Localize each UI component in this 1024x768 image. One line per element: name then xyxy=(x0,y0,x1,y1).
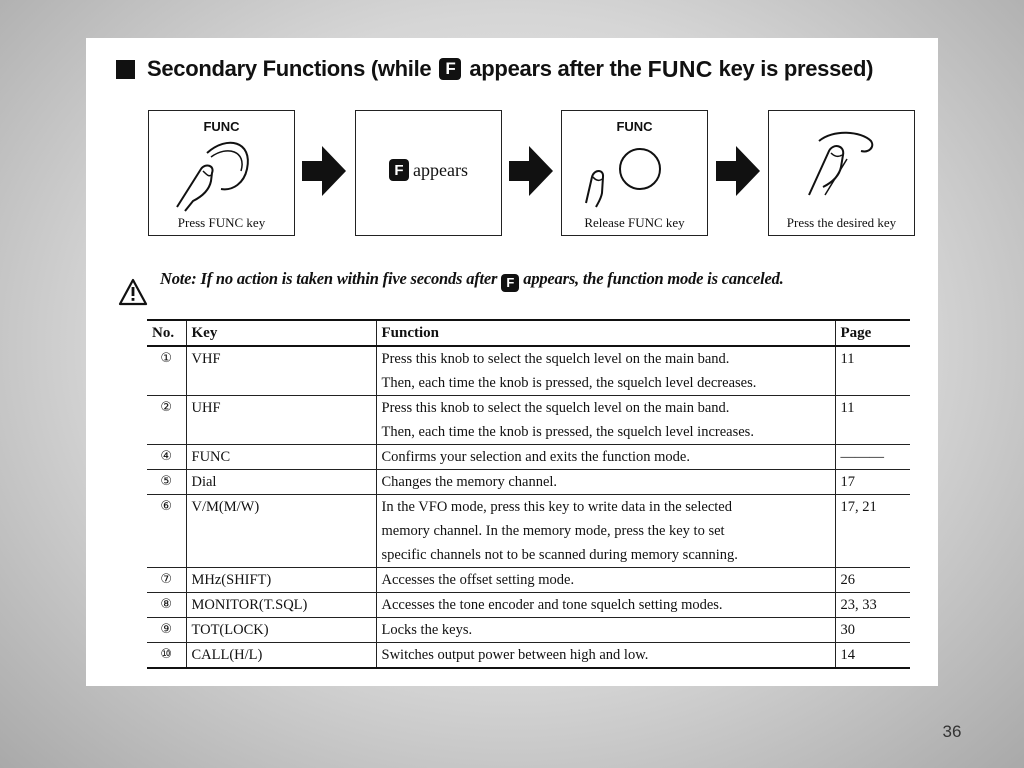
header-page: Page xyxy=(835,320,910,346)
cell-no: ⑩ xyxy=(147,643,186,669)
cell-function xyxy=(376,618,835,643)
cell-no: ⑤ xyxy=(147,470,186,495)
cell-no: ① xyxy=(147,346,186,396)
step-caption: Press the desired key xyxy=(786,215,897,230)
cell-key: V/M(M/W) xyxy=(186,495,376,568)
table-row xyxy=(147,346,910,396)
cell-function xyxy=(376,495,835,568)
header-function: Function xyxy=(376,320,835,346)
cell-key: TOT(LOCK) xyxy=(186,618,376,643)
cell-key: UHF xyxy=(186,396,376,445)
step-press-func xyxy=(148,110,295,236)
f-indicator-icon: F xyxy=(501,274,519,292)
table-row xyxy=(147,618,910,643)
table-row xyxy=(147,593,910,618)
note-text xyxy=(160,269,784,292)
cell-key: Dial xyxy=(186,470,376,495)
bullet-square-icon xyxy=(116,60,135,79)
cell-function xyxy=(376,470,835,495)
cell-page: ——— xyxy=(835,445,910,470)
header-no: No. xyxy=(147,320,186,346)
step-press-desired-key xyxy=(768,110,915,236)
function-line: Then, each time the knob is pressed, the squelch level decreases. xyxy=(381,375,757,391)
step-func-label: FUNC xyxy=(616,119,653,134)
table-row xyxy=(147,470,910,495)
header-key: Key xyxy=(186,320,376,346)
function-line: memory channel. In the memory mode, press the key to set xyxy=(381,523,725,539)
heading-middle: appears after the xyxy=(469,56,642,81)
function-line: Accesses the tone encoder and tone squelch setting modes. xyxy=(381,597,723,613)
function-line: Confirms your selection and exits the function mode. xyxy=(381,449,690,465)
note-suffix: appears, the function mode is canceled. xyxy=(523,269,784,288)
cell-page: 26 xyxy=(835,568,910,593)
table-row xyxy=(147,495,910,568)
function-line: Switches output power between high and low. xyxy=(381,647,649,663)
function-line: Press this knob to select the squelch level on the main band. xyxy=(381,351,730,367)
cell-function xyxy=(376,346,835,396)
table-header-row xyxy=(147,320,910,346)
cell-function xyxy=(376,396,835,445)
step-caption: Press FUNC key xyxy=(177,215,266,230)
cell-function xyxy=(376,445,835,470)
cell-page: 11 xyxy=(835,346,910,396)
step-func-label: FUNC xyxy=(203,119,240,134)
cell-no: ⑨ xyxy=(147,618,186,643)
step-f-appears xyxy=(355,110,502,236)
function-line: Changes the memory channel. xyxy=(381,474,558,490)
cell-function xyxy=(376,593,835,618)
slide-number: 36 xyxy=(942,722,962,741)
functions-table xyxy=(147,319,910,669)
step-appears-text: appears xyxy=(413,159,468,180)
cell-function xyxy=(376,643,835,669)
arrow-right-icon xyxy=(716,146,760,196)
step-caption: Release FUNC key xyxy=(584,215,685,230)
note-prefix: Note: If no action is taken within five seconds after xyxy=(160,269,498,288)
cell-no: ④ xyxy=(147,445,186,470)
cell-page: 14 xyxy=(835,643,910,669)
cell-key: MONITOR(T.SQL) xyxy=(186,593,376,618)
section-heading xyxy=(116,52,873,86)
function-line: Accesses the offset setting mode. xyxy=(381,572,575,588)
cell-no: ⑧ xyxy=(147,593,186,618)
cell-page: 17, 21 xyxy=(835,495,910,568)
table-row xyxy=(147,568,910,593)
cell-key: MHz(SHIFT) xyxy=(186,568,376,593)
table-row xyxy=(147,445,910,470)
f-indicator-icon: F xyxy=(439,58,461,80)
step-release-func xyxy=(561,110,708,236)
function-line: In the VFO mode, press this key to write data in the selected xyxy=(381,499,732,515)
cell-key: CALL(H/L) xyxy=(186,643,376,669)
function-line: Then, each time the knob is pressed, the squelch level increases. xyxy=(381,424,754,440)
note xyxy=(118,264,918,310)
cell-page: 30 xyxy=(835,618,910,643)
cell-page: 11 xyxy=(835,396,910,445)
warning-icon xyxy=(118,278,148,306)
table-row xyxy=(147,643,910,669)
heading-func-word: FUNC xyxy=(647,55,713,82)
heading-suffix: key is pressed) xyxy=(718,56,874,81)
cell-key: VHF xyxy=(186,346,376,396)
f-indicator-icon: F xyxy=(389,159,409,181)
cell-no: ⑥ xyxy=(147,495,186,568)
heading-prefix: Secondary Functions (while xyxy=(147,56,432,81)
cell-page: 17 xyxy=(835,470,910,495)
procedure-steps xyxy=(148,110,918,236)
arrow-right-icon xyxy=(509,146,553,196)
cell-no: ② xyxy=(147,396,186,445)
cell-function xyxy=(376,568,835,593)
document-page xyxy=(86,38,938,686)
cell-key: FUNC xyxy=(186,445,376,470)
cell-page: 23, 33 xyxy=(835,593,910,618)
function-line: specific channels not to be scanned during memory scanning. xyxy=(381,547,738,563)
function-line: Locks the keys. xyxy=(381,622,473,638)
table-row xyxy=(147,396,910,445)
function-line: Press this knob to select the squelch level on the main band. xyxy=(381,400,730,416)
arrow-right-icon xyxy=(302,146,346,196)
cell-no: ⑦ xyxy=(147,568,186,593)
